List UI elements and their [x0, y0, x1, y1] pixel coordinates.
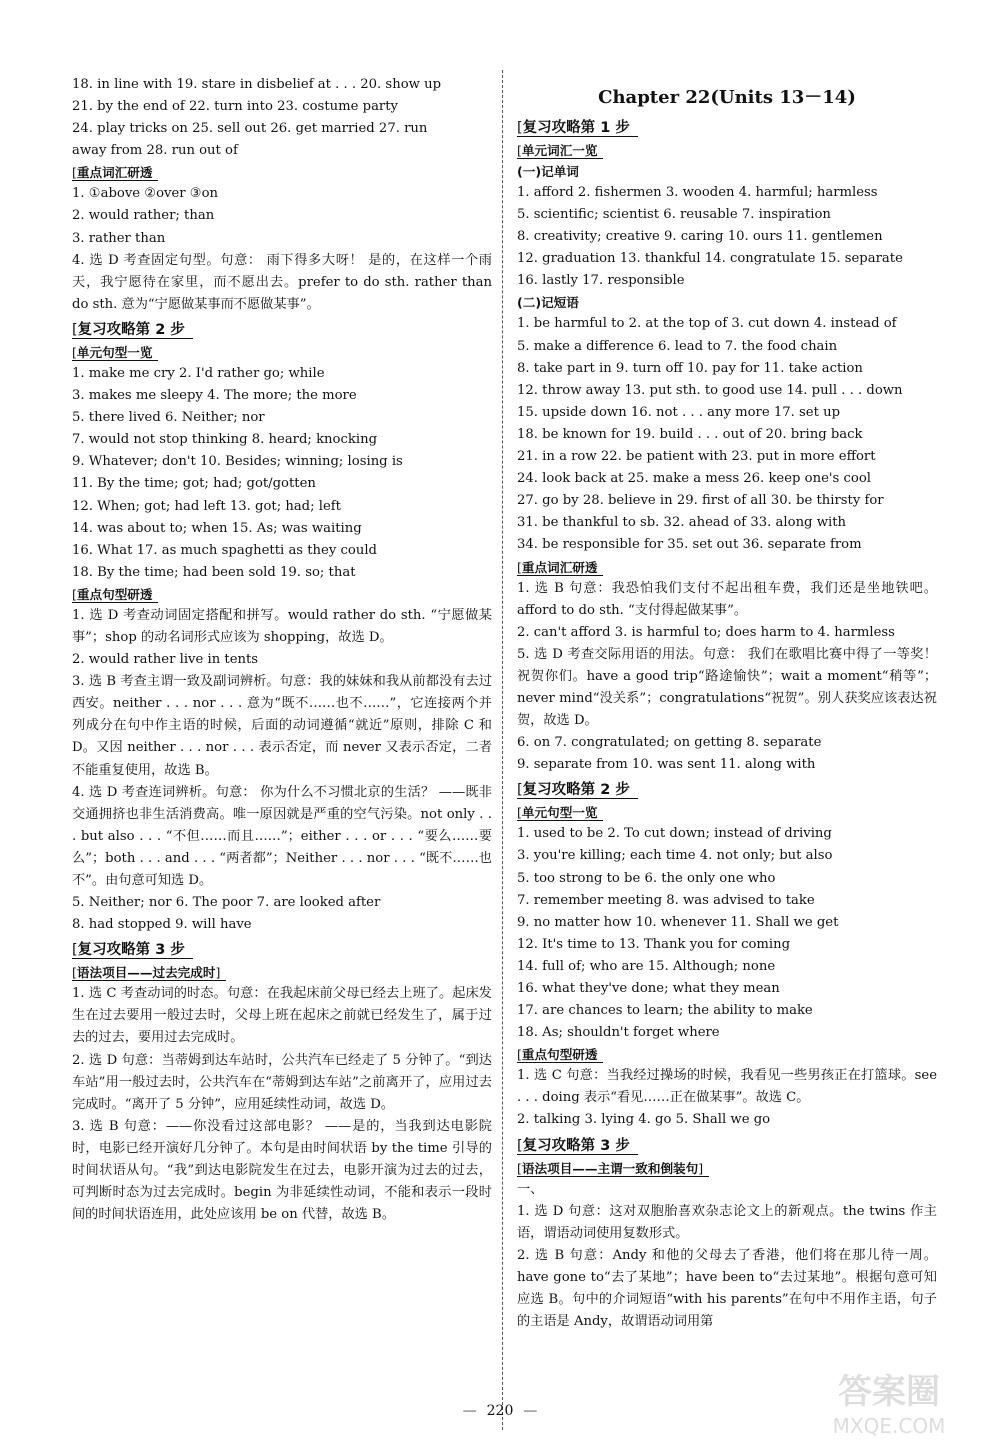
watermark-url: MXQE.COM: [832, 1414, 946, 1438]
left-sentence-para: 3. 选 B 考查主谓一致及副词辨析。句意：我的妹妹和我从前都没有去过西安。neither . . . nor . . . 意为“既不……也不……”，它连接两个并列成分在句中作主语的时候，后面的动词遵循“就近”原则，排除 C 和 D。又因 neither . . . nor . . . 表示否定，而 never 又表示否定，二者不能重复使用，故选 B。: [72, 674, 492, 778]
left-sentence-para: 2. would rather live in tents: [72, 652, 259, 668]
left-vocab-line: 1. ①above ②over ③on: [72, 186, 219, 202]
watermark-text: 答案圈: [838, 1372, 940, 1412]
right-unit-line: 3. you're killing; each time 4. not only; but also: [517, 848, 833, 864]
left-sentence-tail: 8. had stopped 9. will have: [72, 917, 252, 933]
left-step3-heading: [ 复习攻略第 3 步: [72, 938, 492, 962]
left-vocab-line: 2. would rather; than: [72, 208, 215, 224]
left-intro-line: 24. play tricks on 25. sell out 26. get married 27. run: [72, 121, 428, 137]
word-line: 12. graduation 13. thankful 14. congratulate 15. separate: [517, 251, 903, 267]
right-grammar-para: 2. 选 B 句意：Andy 和他的父母去了香港，他们将在那儿待一周。have gone to“去了某地”；have been to“去过某地”。根据句意可知应选 B。句中的介词短语“with his parents”在句中不用作主语，句子的主语是 Andy，故谓语动词用第: [517, 1247, 937, 1330]
words-label: (一)记单词: [517, 164, 579, 179]
right-sentence-heading: [ 重点句型研透: [517, 1044, 937, 1065]
right-unit-line: 16. what they've done; what they mean: [517, 981, 780, 996]
right-units-heading: [ 单元句型一览: [517, 802, 937, 823]
right-unit-line: 12. It's time to 13. Thank you for coming: [517, 936, 791, 952]
right-unit-line: 17. are chances to learn; the ability to make: [517, 1003, 813, 1019]
phrase-line: 34. be responsible for 35. set out 36. separate from: [517, 537, 862, 553]
column-divider: [502, 70, 503, 1430]
word-line: 1. afford 2. fishermen 3. wooden 4. harmful; harmless: [517, 185, 878, 200]
phrase-line: 27. go by 28. believe in 29. first of all 30. be thirsty for: [517, 493, 884, 509]
right-unit-line: 7. remember meeting 8. was advised to take: [517, 892, 815, 908]
right-column: [517, 74, 937, 1333]
chapter-title: Chapter 22(Units 13－14): [598, 87, 856, 108]
left-sentence-heading: [ 重点句型研透: [72, 584, 492, 605]
left-unit-line: 18. By the time; had been sold 19. so; that: [72, 564, 356, 580]
word-line: 16. lastly 17. responsible: [517, 273, 685, 289]
right-sentence-para: 2. talking 3. lying 4. go 5. Shall we go: [517, 1112, 771, 1128]
left-sentence-para: 4. 选 D 考查连词辨析。句意： 你为什么不习惯北京的生活？ ——既非交通拥挤也非生活消费高。唯一原因就是严重的空气污染。not only . . . but also . . . “不但……而且……”；either . . . or . . . “要么……要么”；both . . . and . . . “两者都”；Neither . . . nor . . . “既不……也不”。由句意可知选 D。: [72, 784, 492, 888]
right-unit-line: 5. too strong to be 6. the only one who: [517, 870, 776, 886]
left-unit-line: 1. make me cry 2. I'd rather go; while: [72, 365, 325, 381]
left-unit-line: 16. What 17. as much spaghetti as they could: [72, 542, 377, 558]
page-number: — 220 —: [0, 1403, 1000, 1419]
left-step2-heading: [ 复习攻略第 2 步: [72, 318, 492, 342]
right-vocab-para: 1. 选 B 句意：我恐怕我们支付不起出租车费，我们还是坐地铁吧。afford to do sth. “支付得起做某事”。: [517, 580, 937, 618]
right-vocab-para: 6. on 7. congratulated; on getting 8. separate: [517, 735, 822, 751]
left-intro-line: away from 28. run out of: [72, 143, 238, 159]
phrases-label: (二)记短语: [517, 295, 579, 311]
left-vocab-para: 4. 选 D 考查固定句型。句意： 雨下得多大呀！ 是的，在这样一个雨天，我宁愿待在家里，而不愿出去。prefer to do sth. rather than do sth. 意为“宁愿做某事而不愿做某事”。: [72, 252, 492, 312]
right-grammar-heading: [ 语法项目——主谓一致和倒装句 ]: [517, 1158, 937, 1179]
right-unit-line: 9. no matter how 10. whenever 11. Shall we get: [517, 914, 839, 930]
phrase-line: 21. in a row 22. be patient with 23. put in more effort: [517, 449, 876, 465]
left-vocab-heading: [ 重点词汇研透: [72, 162, 492, 183]
phrase-line: 12. throw away 13. put sth. to good use 14. pull . . . down: [517, 382, 903, 398]
left-grammar-para: 1. 选 C 考查动词的时态。句意：在我起床前父母已经去上班了。起床发生在过去要用一般过去时，父母上班在起床之前就已经发生了，属于过去的过去，要用过去完成时。: [72, 986, 492, 1046]
watermark-logo: [794, 1361, 984, 1441]
right-step1-heading: [ 复习攻略第 1 步: [517, 116, 937, 140]
left-sentence-para: 1. 选 D 考查动词固定搭配和拼写。would rather do sth. “宁愿做某事”；shop 的动名词形式应该为 shopping，故选 D。: [72, 607, 492, 645]
right-sentence-para: 1. 选 C 句意：当我经过操场的时候，我看见一些男孩正在打篮球。see . . . doing 表示“看见……正在做某事”。故选 C。: [517, 1068, 937, 1106]
phrase-line: 18. be known for 19. build . . . out of 20. bring back: [517, 426, 863, 442]
right-unit-line: 14. full of; who are 15. Although; none: [517, 958, 776, 974]
phrase-line: 5. make a difference 6. lead to 7. the food chain: [517, 338, 838, 354]
right-step2-heading: [ 复习攻略第 2 步: [517, 778, 937, 802]
left-grammar-para: 2. 选 D 句意：当蒂姆到达车站时，公共汽车已经走了 5 分钟了。“到达车站”用一般过去时，公共汽车在“蒂姆到达车站”之前离开了，应用过去完成时。“离开了 5 分钟”，应用延续性动词，故选 D。: [72, 1052, 492, 1112]
left-units-heading: [ 单元句型一览: [72, 342, 492, 363]
left-vocab-line: 3. rather than: [72, 230, 166, 246]
left-unit-line: 12. When; got; had left 13. got; had; left: [72, 498, 341, 514]
left-grammar-para: 3. 选 B 句意：——你没看过这部电影？ ——是的，当我到达电影院时，电影已经开演好几分钟了。本句是由时间状语 by the time 引导的时间状语从句。“我”到达电影院发生在过去，电影开演为过去的过去，可判断时态为过去完成时。begin 为非延续性动词，不能和表示一段时间的时间状语连用，此处应该用 be on 代替，故选 B。: [72, 1118, 492, 1223]
left-column: [72, 74, 492, 1226]
left-unit-line: 5. there lived 6. Neither; nor: [72, 410, 265, 426]
left-unit-line: 14. was about to; when 15. As; was waiting: [72, 520, 362, 536]
phrase-line: 1. be harmful to 2. at the top of 3. cut down 4. instead of: [517, 316, 897, 332]
phrase-line: 31. be thankful to sb. 32. ahead of 33. along with: [517, 515, 846, 531]
right-vocab-list-heading: [ 单元词汇一览: [517, 140, 937, 161]
phrase-line: 15. upside down 16. not . . . any more 17. set up: [517, 404, 841, 420]
left-sentence-tail: 5. Neither; nor 6. The poor 7. are looked after: [72, 895, 381, 911]
word-line: 8. creativity; creative 9. caring 10. ours 11. gentlemen: [517, 229, 883, 245]
left-unit-line: 3. makes me sleepy 4. The more; the more: [72, 388, 357, 404]
right-step3-heading: [ 复习攻略第 3 步: [517, 1134, 937, 1158]
left-unit-line: 7. would not stop thinking 8. heard; knocking: [72, 432, 378, 448]
right-vocab-para: 9. separate from 10. was sent 11. along with: [517, 757, 816, 773]
phrase-line: 24. look back at 25. make a mess 26. keep one's cool: [517, 471, 871, 487]
left-grammar-heading: [ 语法项目——过去完成时 ]: [72, 962, 492, 983]
word-line: 5. scientific; scientist 6. reusable 7. inspiration: [517, 207, 831, 223]
left-unit-line: 9. Whatever; don't 10. Besides; winning; losing is: [72, 454, 403, 470]
right-vocab-heading: [ 重点词汇研透: [517, 557, 937, 578]
right-unit-line: 18. As; shouldn't forget where: [517, 1025, 720, 1041]
right-vocab-para: 5. 选 D 考查交际用语的用法。句意： 我们在歌唱比赛中得了一等奖！ 祝贺你们。have a good trip“路途愉快”；wait a moment“稍等”；never mind“没关系”；congratulations“祝贺”。别人获奖应该表达祝贺，故选 D。: [517, 646, 937, 729]
right-vocab-para: 2. can't afford 3. is harmful to; does harm to 4. harmless: [517, 624, 895, 640]
phrase-line: 8. take part in 9. turn off 10. pay for 11. take action: [517, 360, 863, 376]
left-intro-line: 18. in line with 19. stare in disbelief at . . . 20. show up: [72, 77, 442, 92]
part-one-label: 一、: [517, 1181, 544, 1197]
right-grammar-para: 1. 选 D 句意：这对双胞胎喜欢杂志论文上的新观点。the twins 作主语，谓语动词使用复数形式。: [517, 1203, 937, 1241]
left-intro-line: 21. by the end of 22. turn into 23. costume party: [72, 99, 398, 115]
right-unit-line: 1. used to be 2. To cut down; instead of driving: [517, 826, 832, 842]
left-unit-line: 11. By the time; got; had; got/gotten: [72, 476, 316, 492]
